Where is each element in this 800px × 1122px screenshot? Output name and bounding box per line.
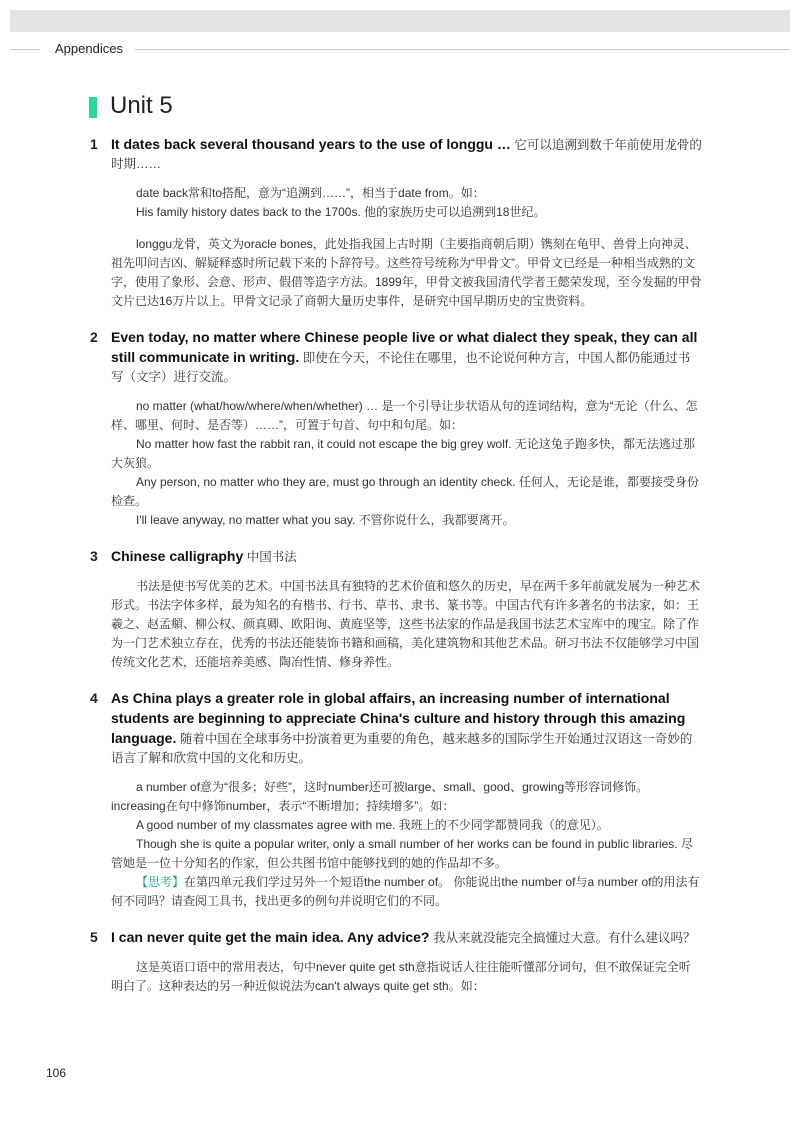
- note-english: Even today, no matter where Chinese people live or what dialect they speak, they can all still communicate in writing.: [111, 329, 698, 365]
- note-number: 2: [90, 329, 98, 345]
- paragraph: date back常和to搭配，意为“追溯到……”，相当于date from。如：: [136, 186, 485, 200]
- paragraph: 书法是使书写优美的艺术。中国书法具有独特的艺术价值和悠久的历史，早在两千多年前就发展为一种艺术形式。书法字体多样，最为知名的有楷书、行书、草书、隶书、篆书等。中国古代有许多著名的书法家，如：王羲之、赵孟頫、柳公权、颜真卿、欧阳询、黄庭坚等，这些书法家的作品是我国书法艺术宝库中的瑰宝。除了作为一门艺术独立存在，优秀的书法还能装饰书籍和画稿，美化建筑物和其他艺术品。研习书法不仅能够学习中国传统文化艺术，还能培养美感、陶冶性情、修身养性。: [111, 579, 701, 669]
- section-header: Appendices: [55, 41, 123, 56]
- example-sentence: Though she is quite a popular writer, only a small number of her works can be found in public libraries. 尽管她是一位十分知名的作家，但公共图书馆中能够找到的她的作品却不多。: [111, 837, 693, 870]
- note-number: 3: [90, 548, 98, 564]
- note-body: [111, 397, 702, 530]
- example-sentence: No matter how fast the rabbit ran, it could not escape the big grey wolf. 无论这兔子跑多快，都无法逃过那大灰狼。: [111, 437, 695, 470]
- note-heading: [111, 547, 702, 567]
- notes-content: [90, 135, 702, 1013]
- note-item-1: [90, 135, 702, 311]
- paragraph: 这是英语口语中的常用表达，句中never quite get sth意指说话人往往能听懂部分词句，但不敢保证完全听明白了。这种表达的另一种近似说法为can't always quite get sth。如：: [111, 960, 691, 993]
- note-body: [111, 577, 702, 672]
- note-chinese: 中国书法: [246, 550, 297, 564]
- note-chinese: 它可以追溯到数千年前使用龙骨的时期……: [111, 138, 702, 171]
- example-sentence: I'll leave anyway, no matter what you say. 不管你说什么，我都要离开。: [136, 513, 515, 527]
- paragraph: a number of意为“很多；好些”，这时number还可被large、small、good、growing等形容词修饰。increasing在句中修饰number，表示“不断增加；持续增多”。如：: [111, 780, 649, 813]
- header-rule: [135, 49, 790, 50]
- note-english: I can never quite get the main idea. Any advice?: [111, 929, 430, 945]
- note-heading: [111, 328, 702, 387]
- paragraph: longgu龙骨，英文为oracle bones，此处指我国上古时期（主要指商朝后期）镌刻在龟甲、兽骨上向神灵、祖先叩问吉凶、解疑释惑时所记载下来的卜辞符号。这些符号统称为“甲骨文”。甲骨文已经是一种相当成熟的文字，使用了象形、会意、形声、假借等造字方法。1899年，甲骨文被我国清代学者王懿荣发现，至今发掘的甲骨文片已达16万片以上。甲骨文记录了商朝大量历史事件，是研究中国早期历史的宝贵资料。: [111, 237, 702, 308]
- example-sentence: Any person, no matter who they are, must go through an identity check. 任何人，无论是谁，都要接受身份检查。: [111, 475, 699, 508]
- note-english: It dates back several thousand years to the use of longgu …: [111, 136, 511, 152]
- example-sentence: His family history dates back to the 1700s. 他的家族历史可以追溯到18世纪。: [136, 205, 546, 219]
- note-item-5: [90, 928, 702, 996]
- example-sentence: A good number of my classmates agree with me. 我班上的不少同学都赞同我（的意见）。: [136, 818, 609, 832]
- note-number: 5: [90, 929, 98, 945]
- header-rule-left: [10, 49, 40, 50]
- note-english: As China plays a greater role in global affairs, an increasing number of international students are beginning to appreciate China's culture and history through this amazing language.: [111, 690, 686, 746]
- note-number: 1: [90, 136, 98, 152]
- note-body: [111, 958, 702, 996]
- page-number: 106: [46, 1066, 67, 1080]
- note-heading: [111, 135, 702, 174]
- note-number: 4: [90, 690, 98, 706]
- note-heading: [111, 689, 702, 768]
- think-box: [111, 873, 702, 911]
- note-item-4: [90, 689, 702, 911]
- think-text: 在第四单元我们学过另外一个短语the number of。 你能说出the number of与a number of的用法有何不同吗？请查阅工具书，找出更多的例句并说明它们的不同。: [111, 875, 700, 908]
- think-label: 【思考】: [136, 875, 185, 889]
- note-chinese: 随着中国在全球事务中扮演着更为重要的角色，越来越多的国际学生开始通过汉语这一奇妙的语言了解和欣赏中国的文化和历史。: [111, 732, 693, 765]
- unit-title: Unit 5: [110, 92, 173, 119]
- note-chinese: 我从来就没能完全搞懂过大意。有什么建议吗？: [432, 931, 696, 945]
- note-item-3: [90, 547, 702, 672]
- note-chinese: 即使在今天，不论住在哪里，也不论说何种方言，中国人都仍能通过书写（文字）进行交流。: [111, 351, 691, 384]
- paragraph: no matter (what/how/where/when/whether) … 是一个引导让步状语从句的连词结构，意为“无论（什么、怎样、哪里、何时、是否等）……”，可置于句首、句中和句尾。如：: [111, 399, 698, 432]
- note-body: [111, 184, 702, 311]
- unit-accent-bar: [89, 97, 97, 118]
- note-english: Chinese calligraphy: [111, 548, 244, 564]
- top-bar: [10, 10, 790, 32]
- note-body: [111, 778, 702, 911]
- note-item-2: [90, 328, 702, 530]
- note-heading: [111, 928, 702, 948]
